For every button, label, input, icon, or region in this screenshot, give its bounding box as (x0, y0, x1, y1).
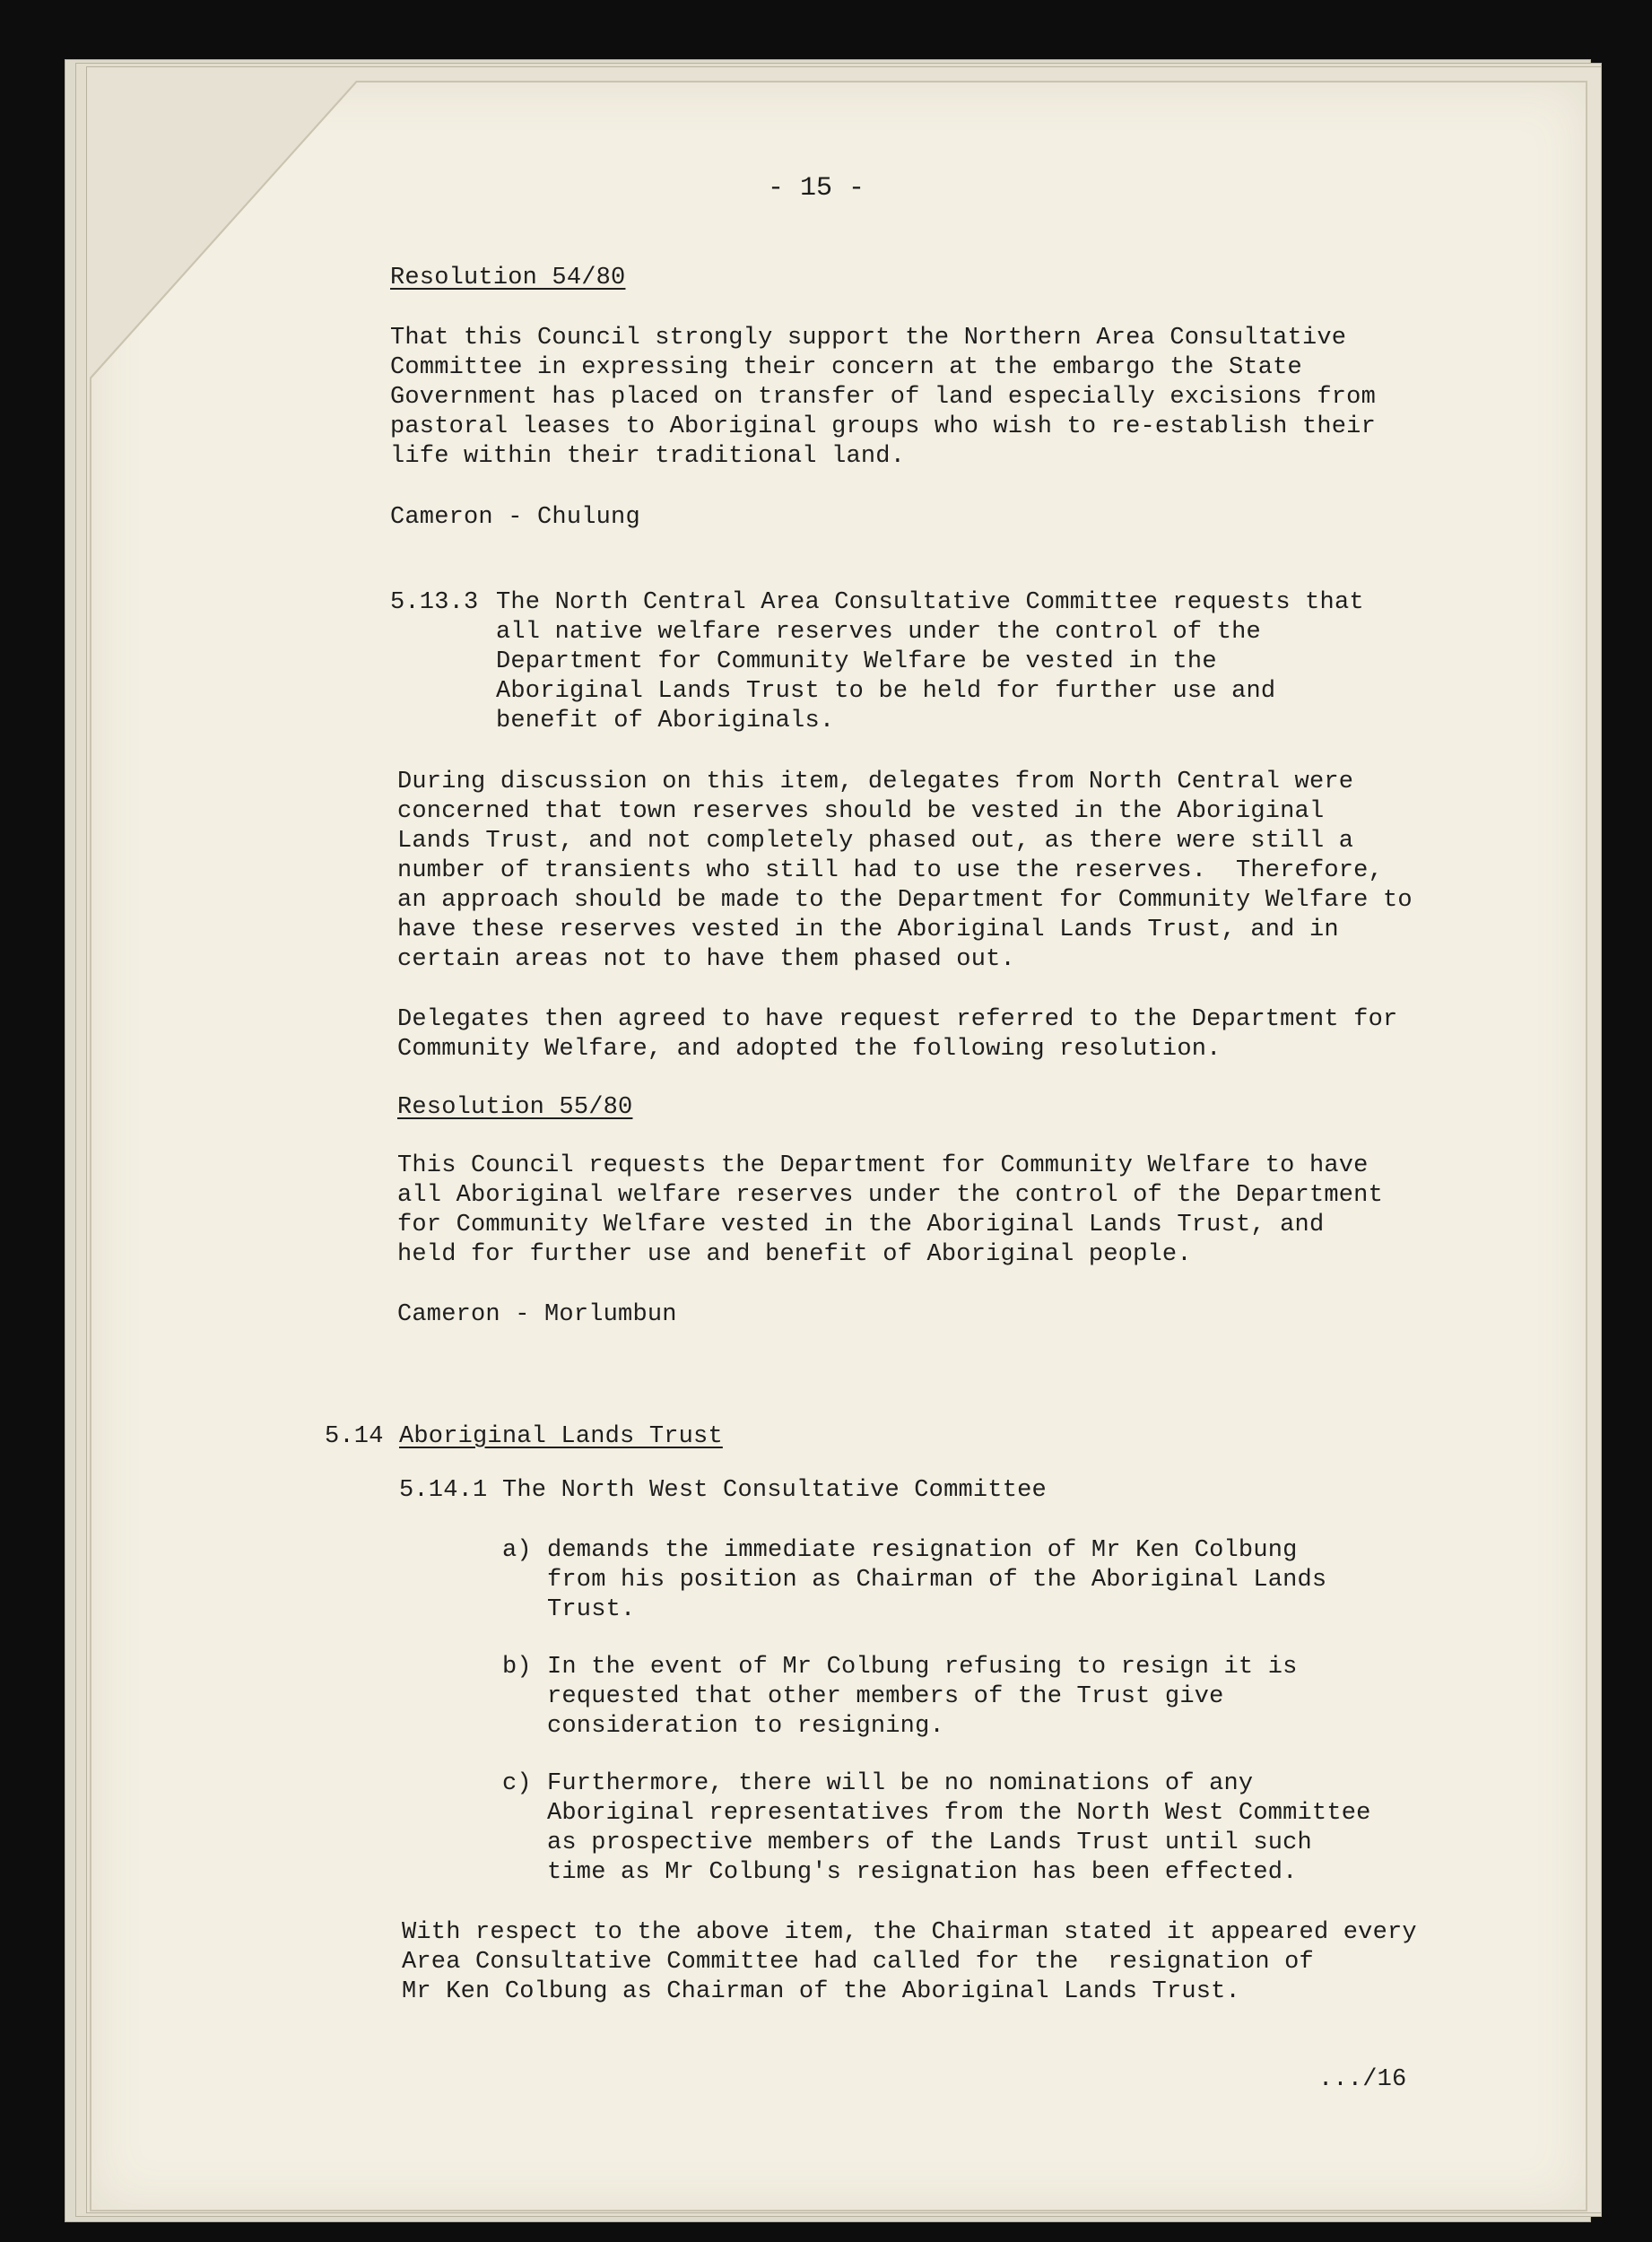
section-5-14-title: Aboriginal Lands Trust (399, 1423, 723, 1450)
resolution-55-mover: Cameron - Morlumbun (397, 1301, 677, 1328)
discussion-line: have these reserves vested in the Aboriginal Lands Trust, and in (397, 917, 1339, 943)
resolution-55-line: held for further use and benefit of Aboriginal people. (397, 1241, 1192, 1268)
list-item-line: demands the immediate resignation of Mr Ken Colbung (547, 1537, 1298, 1564)
list-item-line: Trust. (547, 1596, 636, 1623)
resolution-54-line: Government has placed on transfer of land especially excisions from (390, 384, 1376, 411)
list-item-marker: a) (502, 1537, 532, 1564)
resolution-55-line: This Council requests the Department for Community Welfare to have (397, 1152, 1369, 1179)
discussion-line: an approach should be made to the Department for Community Welfare to (397, 887, 1413, 914)
list-item-line: In the event of Mr Colbung refusing to resign it is (547, 1654, 1298, 1681)
resolution-54-line: That this Council strongly support the Northern Area Consultative (390, 325, 1347, 352)
list-item-line: Furthermore, there will be no nominations of any (547, 1770, 1254, 1797)
closing-line: Mr Ken Colbung as Chairman of the Aboriginal Lands Trust. (402, 1978, 1240, 2005)
page-number: - 15 - (768, 173, 865, 204)
list-item-marker: c) (502, 1770, 532, 1797)
list-item-line: as prospective members of the Lands Trust until such (547, 1829, 1312, 1856)
list-item-marker: b) (502, 1654, 532, 1681)
resolution-55-line: all Aboriginal welfare reserves under the control of the Department (397, 1182, 1383, 1209)
section-5-14-1-number: 5.14.1 (399, 1477, 488, 1504)
resolution-54-heading: Resolution 54/80 (390, 265, 626, 291)
continuation-marker: .../16 (1318, 2066, 1407, 2093)
item-5-13-3-number: 5.13.3 (390, 589, 479, 616)
resolution-54-line: life within their traditional land. (390, 443, 906, 470)
item-5-13-3-line: all native welfare reserves under the control of the (496, 619, 1261, 646)
discussion-line: Lands Trust, and not completely phased out, as there were still a (397, 828, 1354, 855)
discussion-line: number of transients who still had to use the reserves. Therefore, (397, 857, 1383, 884)
discussion-line: Delegates then agreed to have request referred to the Department for (397, 1006, 1398, 1033)
resolution-54-line: pastoral leases to Aboriginal groups who wish to re-establish their (390, 413, 1376, 440)
item-5-13-3-line: benefit of Aboriginals. (496, 708, 835, 734)
resolution-55-line: for Community Welfare vested in the Aboriginal Lands Trust, and (397, 1212, 1325, 1238)
closing-line: Area Consultative Committee had called for the resignation of (402, 1949, 1314, 1976)
discussion-line: concerned that town reserves should be vested in the Aboriginal (397, 798, 1325, 825)
closing-line: With respect to the above item, the Chairman stated it appeared every (402, 1919, 1417, 1946)
resolution-55-heading: Resolution 55/80 (397, 1094, 633, 1121)
discussion-line: Community Welfare, and adopted the following resolution. (397, 1036, 1222, 1063)
section-5-14-1-title: The North West Consultative Committee (502, 1477, 1047, 1504)
list-item-line: from his position as Chairman of the Aboriginal Lands (547, 1567, 1327, 1594)
item-5-13-3-line: The North Central Area Consultative Committee requests that (496, 589, 1364, 616)
discussion-line: certain areas not to have them phased out. (397, 946, 1015, 973)
section-5-14-number: 5.14 (325, 1423, 384, 1450)
list-item-line: Aboriginal representatives from the North West Committee (547, 1800, 1371, 1827)
item-5-13-3-line: Department for Community Welfare be vested in the (496, 648, 1217, 675)
resolution-54-line: Committee in expressing their concern at the embargo the State (390, 354, 1302, 381)
list-item-line: requested that other members of the Trust give (547, 1683, 1224, 1710)
resolution-54-mover: Cameron - Chulung (390, 504, 640, 531)
list-item-line: consideration to resigning. (547, 1713, 944, 1740)
item-5-13-3-line: Aboriginal Lands Trust to be held for further use and (496, 678, 1276, 705)
list-item-line: time as Mr Colbung's resignation has been effected. (547, 1859, 1298, 1886)
discussion-line: During discussion on this item, delegates from North Central were (397, 769, 1354, 795)
